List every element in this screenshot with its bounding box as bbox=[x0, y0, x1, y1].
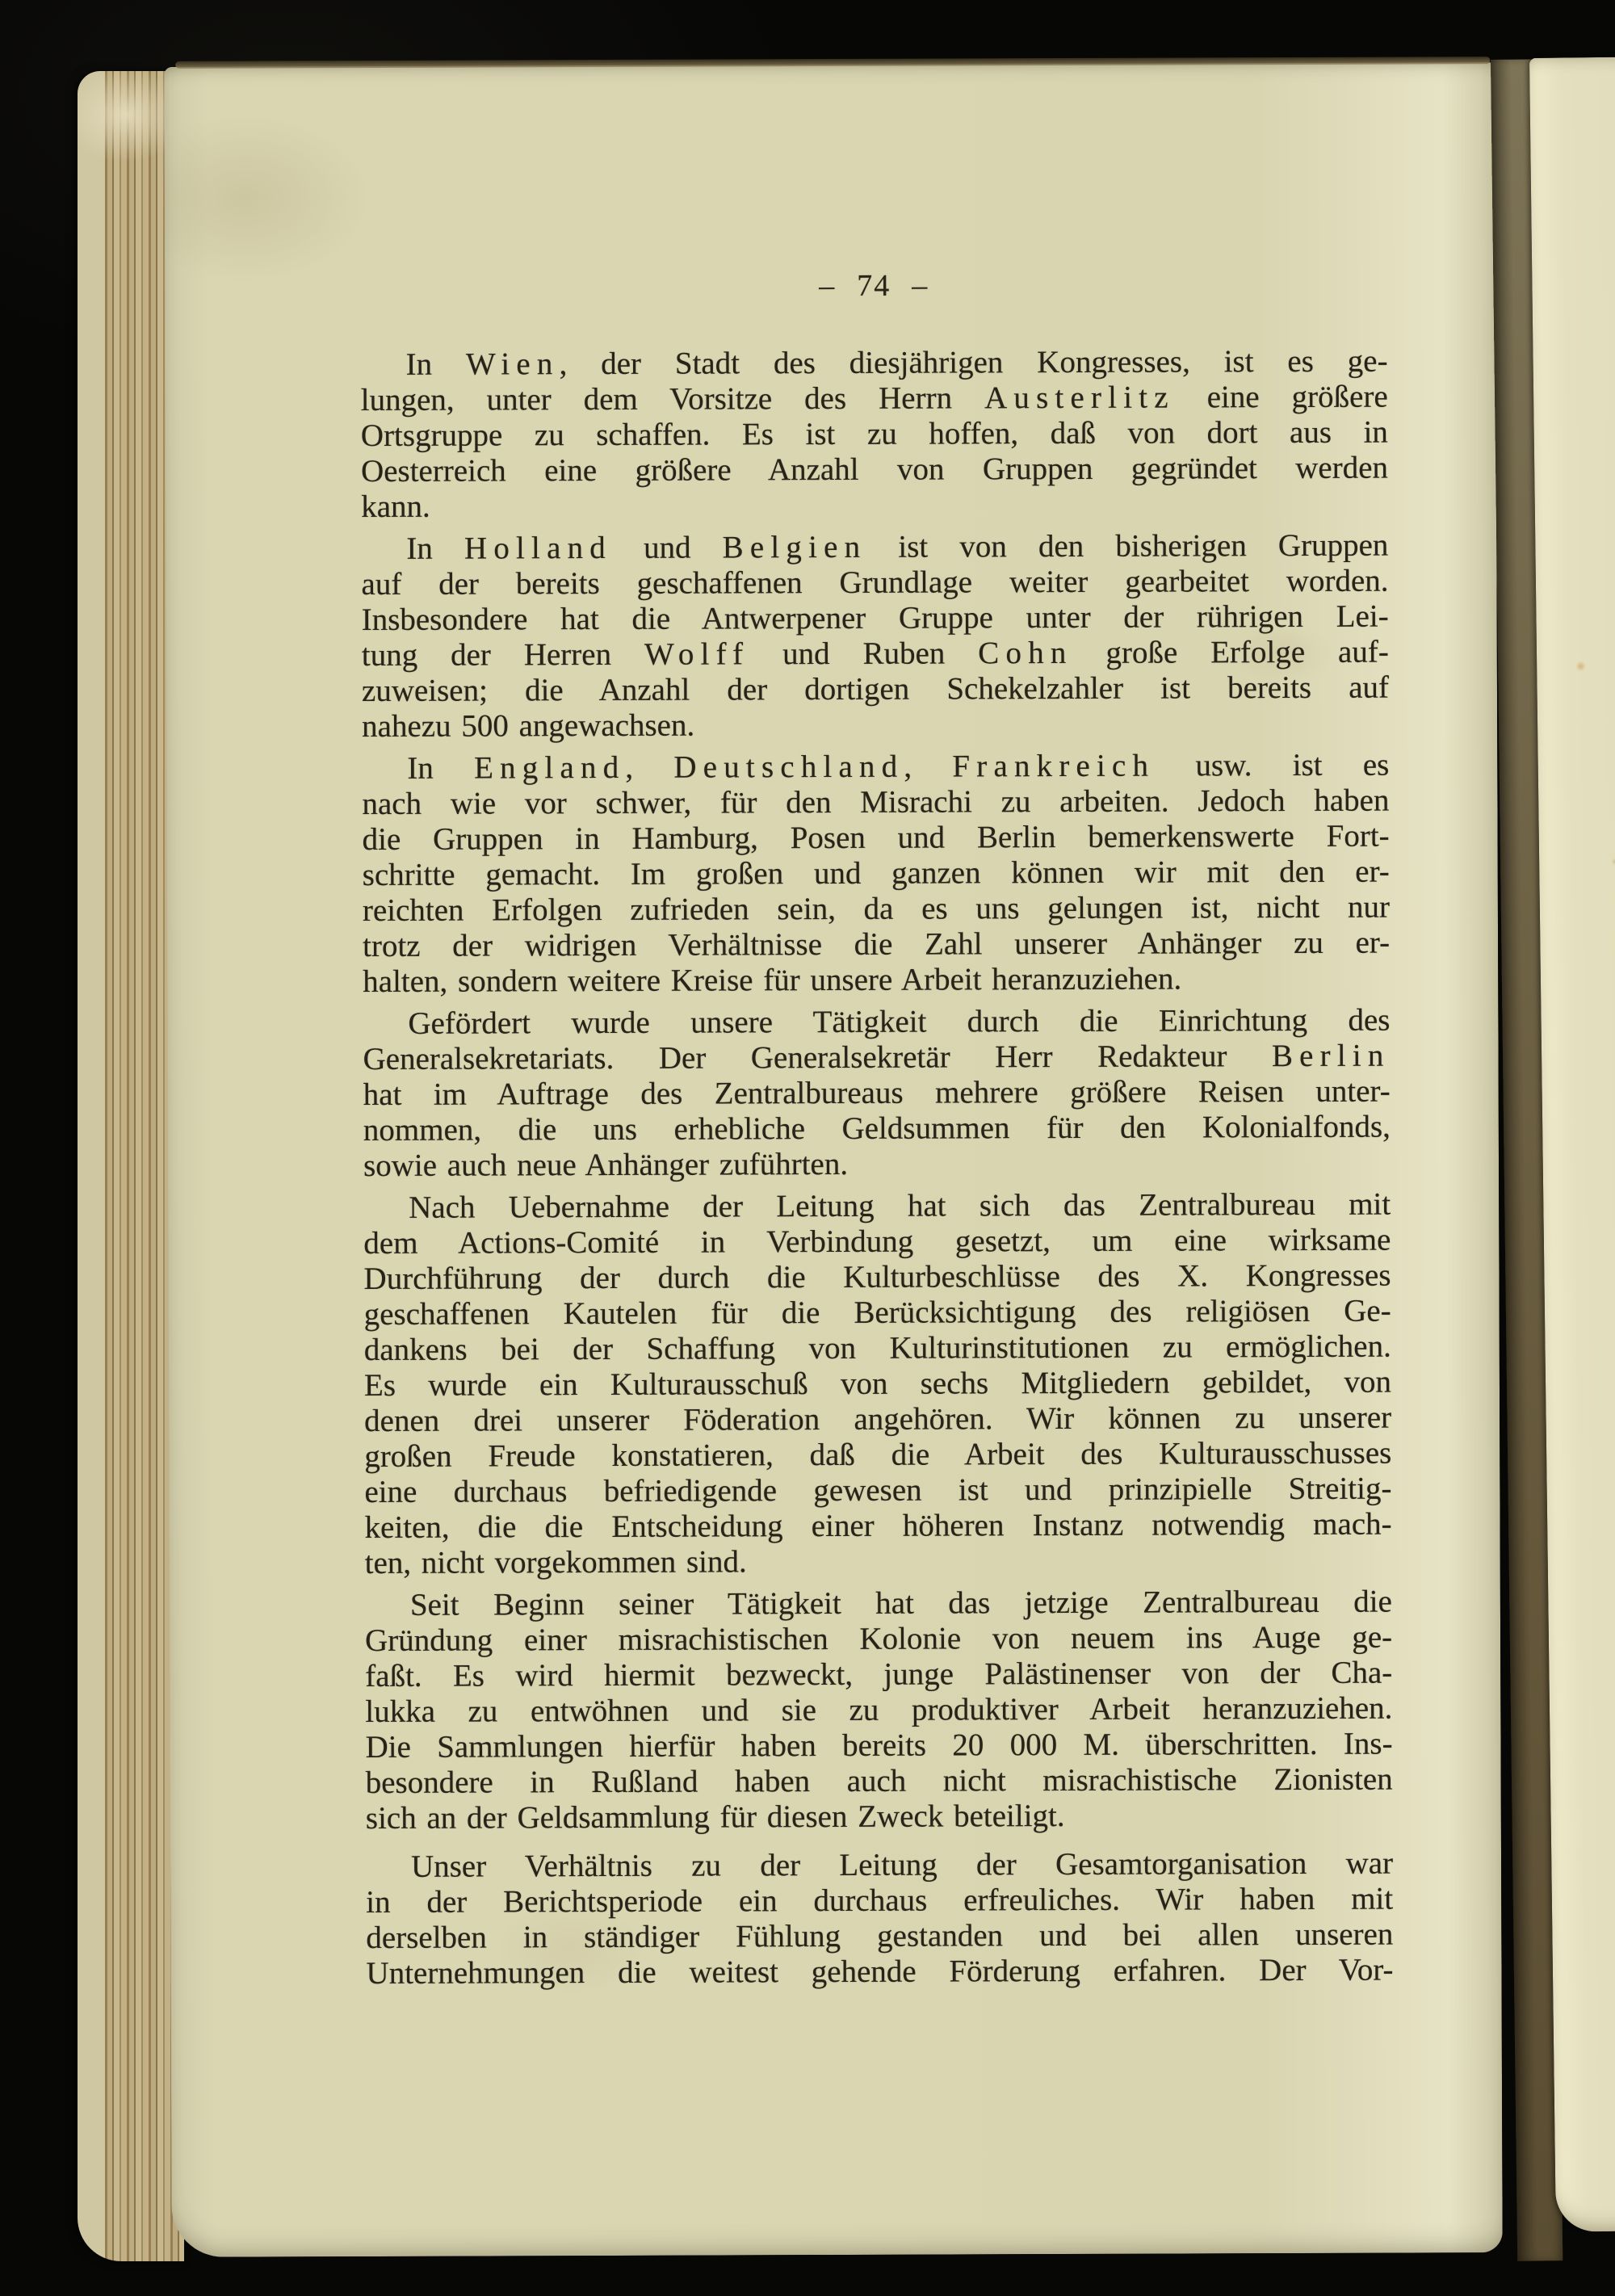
text-line bbox=[364, 1329, 1391, 1368]
text-line bbox=[365, 1656, 1392, 1694]
text-segment: sich an der Geldsammlung für diesen Zweck beteiligt. bbox=[365, 1799, 1065, 1836]
text-line bbox=[364, 1471, 1391, 1510]
page-number: 74 bbox=[857, 268, 891, 303]
text-line bbox=[365, 1727, 1392, 1765]
text-segment: faßt. Es wird hiermit bezweckt, junge Palästinenser von der Cha- bbox=[365, 1655, 1393, 1694]
text-line bbox=[361, 415, 1388, 454]
page-header bbox=[360, 267, 1387, 305]
text-line bbox=[362, 706, 1389, 745]
text-line bbox=[363, 1110, 1391, 1148]
text-segment: keiten, die die Entscheidung einer höheren Instanz notwendig mach- bbox=[364, 1506, 1392, 1546]
text-segment: lukka zu entwöhnen und sie zu produktiver Arbeit heranzuziehen. bbox=[365, 1690, 1393, 1730]
header-dash-left: – bbox=[819, 268, 837, 304]
text-segment: Cohn bbox=[978, 635, 1073, 671]
text-segment: und Ruben bbox=[749, 636, 979, 672]
text-segment: Insbesondere hat die Antwerpener Gruppe unter der rührigen Lei- bbox=[361, 598, 1389, 638]
text-segment: denen drei unserer Föderation angehören. Wir können zu unserer bbox=[364, 1400, 1392, 1439]
text-line bbox=[365, 1620, 1392, 1659]
paragraph bbox=[360, 344, 1388, 525]
text-line bbox=[362, 599, 1389, 638]
text-segment: tung der Herren bbox=[361, 636, 645, 674]
text-line bbox=[364, 1365, 1391, 1404]
text-line bbox=[363, 1258, 1391, 1297]
text-line bbox=[365, 1543, 1392, 1581]
text-segment: , bbox=[625, 749, 674, 785]
text-line bbox=[363, 890, 1390, 929]
text-line bbox=[361, 486, 1388, 525]
text-segment: Deutschland bbox=[673, 749, 904, 785]
text-segment: Generalsekretariats. Der Generalsekretär Herr Redakteur bbox=[363, 1039, 1273, 1077]
text-line bbox=[366, 1882, 1393, 1920]
text-segment: geschaffenen Kautelen für die Berücksichtigung des religiösen Ge- bbox=[363, 1293, 1391, 1333]
text-segment: die Gruppen in Hamburg, Posen und Berlin bemerkenswerte Fort- bbox=[362, 818, 1390, 858]
text-line bbox=[366, 1762, 1393, 1801]
text-segment: Unternehmungen die weitest gehende Förderung erfahren. Der Vor- bbox=[366, 1952, 1394, 1992]
page-text bbox=[360, 267, 1393, 1992]
text-segment: kann. bbox=[361, 489, 430, 525]
text-segment: nach wie vor schwer, für den Misrachi zu arbeiten. Jedoch haben bbox=[362, 783, 1390, 822]
text-segment: Gründung einer misrachistischen Kolonie von neuem ins Auge ge- bbox=[365, 1619, 1393, 1659]
text-line bbox=[361, 564, 1388, 602]
text-line bbox=[365, 1585, 1392, 1623]
text-line bbox=[363, 961, 1390, 1000]
text-segment: in der Berichtsperiode ein durchaus erfreuliches. Wir haben mit bbox=[366, 1881, 1394, 1920]
text-line bbox=[363, 1223, 1391, 1261]
paragraph bbox=[361, 528, 1389, 745]
text-segment: Nach Uebernahme der Leitung hat sich das Zentralbureau mit bbox=[409, 1186, 1391, 1225]
text-line bbox=[362, 748, 1389, 787]
text-segment: In bbox=[406, 531, 465, 566]
text-segment: England bbox=[473, 749, 626, 786]
text-segment: reichten Erfolgen zufrieden sein, da es uns gelungen ist, nicht nur bbox=[362, 889, 1390, 929]
paragraph bbox=[363, 1003, 1391, 1184]
text-line bbox=[363, 1145, 1391, 1184]
text-segment: Seit Beginn seiner Tätigkeit hat das jetzige Zentralbureau die bbox=[409, 1584, 1392, 1622]
text-segment: schritte gemacht. Im großen und ganzen können wir mit den er- bbox=[362, 854, 1390, 893]
text-line bbox=[363, 819, 1390, 858]
text-line bbox=[362, 783, 1389, 822]
text-segment: und bbox=[611, 530, 723, 565]
text-segment: Wolff bbox=[644, 636, 750, 672]
text-segment: große Erfolge auf- bbox=[1072, 634, 1389, 670]
paragraph bbox=[366, 1846, 1394, 1992]
text-segment: trotz der widrigen Verhältnisse die Zahl unserer Anhänger zu er- bbox=[362, 925, 1391, 964]
text-segment: Frankreich bbox=[952, 748, 1156, 784]
text-line bbox=[363, 1039, 1390, 1077]
text-segment: dankens bei der Schaffung von Kulturinstitutionen zu ermöglichen. bbox=[363, 1328, 1391, 1368]
text-segment: Holland bbox=[464, 530, 613, 566]
text-segment: usw. ist es bbox=[1155, 747, 1390, 783]
header-dash-right: – bbox=[912, 268, 929, 303]
text-segment: eine größere bbox=[1174, 379, 1388, 415]
text-segment: Berlin bbox=[1271, 1038, 1391, 1074]
text-segment: Durchführung der durch die Kulturbeschlüsse des X. Kongresses bbox=[363, 1257, 1391, 1297]
text-segment: nommen, die uns erhebliche Geldsummen für den Kolonialfonds, bbox=[363, 1109, 1391, 1148]
text-line bbox=[366, 1846, 1393, 1885]
text-segment: ist von den bisherigen Gruppen bbox=[866, 527, 1389, 565]
text-segment: , der Stadt des diesjährigen Kongresses, ist es ge- bbox=[559, 343, 1388, 382]
text-segment: großen Freude konstatieren, daß die Arbeit des Kulturausschusses bbox=[364, 1435, 1392, 1475]
text-line bbox=[361, 380, 1388, 418]
text-line bbox=[365, 1691, 1392, 1730]
text-line bbox=[364, 1436, 1391, 1475]
text-segment: hat im Auftrage des Zentralbureaus mehrere größere Reisen unter- bbox=[363, 1073, 1391, 1113]
paragraph bbox=[363, 1187, 1392, 1581]
text-line bbox=[363, 854, 1390, 893]
text-segment: In bbox=[405, 346, 466, 382]
text-segment: zuweisen; die Anzahl der dortigen Schekelzahler ist bereits auf bbox=[361, 669, 1390, 709]
paragraph bbox=[365, 1585, 1393, 1836]
text-segment: auf der bereits geschaffenen Grundlage weiter gearbeitet worden. bbox=[361, 563, 1389, 602]
text-line bbox=[361, 528, 1388, 567]
text-segment: besondere in Rußland haben auch nicht misrachistische Zionisten bbox=[365, 1761, 1393, 1801]
text-segment: Belgien bbox=[722, 529, 867, 565]
text-segment: Oesterreich eine größere Anzahl von Gruppen gegründet werden bbox=[360, 450, 1389, 489]
text-line bbox=[360, 344, 1387, 383]
text-line bbox=[363, 926, 1390, 964]
text-line bbox=[361, 451, 1388, 489]
text-segment: ten, nicht vorgekommen sind. bbox=[364, 1544, 747, 1581]
text-line bbox=[362, 670, 1389, 709]
text-segment: dem Actions-Comité in Verbindung gesetzt, um eine wirksame bbox=[363, 1222, 1391, 1261]
text-segment: Es wurde ein Kulturausschuß von sechs Mitgliedern gebildet, von bbox=[363, 1364, 1392, 1404]
text-segment: Die Sammlungen hierfür haben bereits 20 000 M. überschritten. Ins- bbox=[365, 1726, 1393, 1765]
text-line bbox=[363, 1074, 1391, 1113]
text-segment: sowie auch neue Anhänger zuführten. bbox=[363, 1146, 849, 1184]
text-segment: eine durchaus befriedigende gewesen ist und prinzipielle Streitig- bbox=[364, 1471, 1392, 1510]
text-line bbox=[365, 1507, 1392, 1546]
text-segment: Unser Verhältnis zu der Leitung der Gesamtorganisation war bbox=[410, 1845, 1394, 1884]
text-line bbox=[363, 1187, 1391, 1226]
text-line bbox=[366, 1798, 1393, 1836]
text-line bbox=[364, 1294, 1391, 1333]
text-line bbox=[362, 635, 1389, 674]
text-segment: derselben in ständiger Fühlung gestanden und bei allen unseren bbox=[366, 1916, 1394, 1956]
text-line bbox=[364, 1400, 1391, 1439]
text-segment: , bbox=[904, 749, 953, 784]
text-line bbox=[366, 1917, 1393, 1956]
paragraph bbox=[362, 748, 1390, 1000]
book-page bbox=[164, 62, 1502, 2257]
text-line bbox=[366, 1953, 1393, 1992]
text-line bbox=[363, 1003, 1390, 1042]
text-segment: halten, sondern weitere Kreise für unsere Arbeit heranzuziehen. bbox=[363, 961, 1182, 1000]
text-segment: Ortsgruppe zu schaffen. Es ist zu hoffen, daß von dort aus in bbox=[360, 414, 1388, 454]
text-segment: nahezu 500 angewachsen. bbox=[362, 707, 695, 745]
text-segment: lungen, unter dem Vorsitze des Herrn bbox=[360, 380, 985, 418]
text-segment: In bbox=[407, 750, 475, 786]
text-segment: Wien bbox=[465, 346, 560, 382]
text-segment: Gefördert wurde unsere Tätigkeit durch die Einrichtung des bbox=[408, 1002, 1391, 1041]
text-segment: Austerlitz bbox=[984, 380, 1175, 416]
